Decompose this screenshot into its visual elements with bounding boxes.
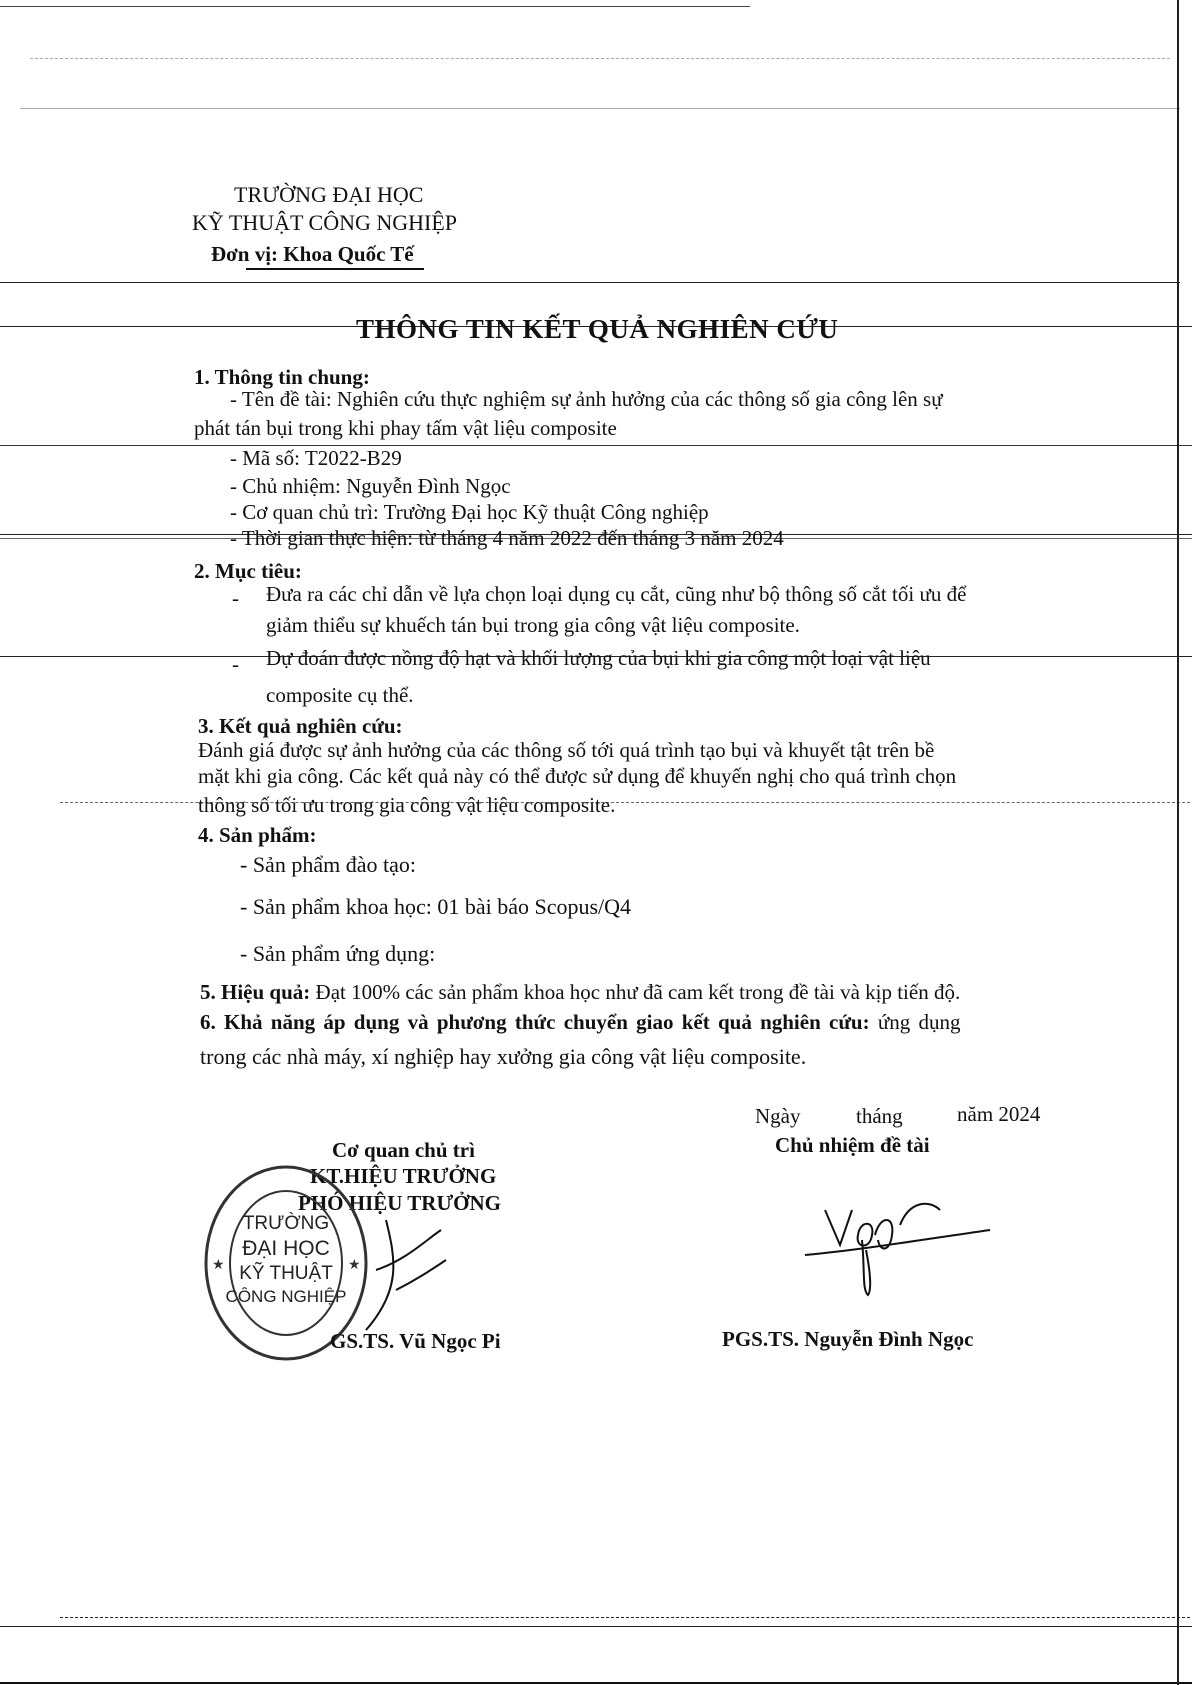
scan-line [20,108,1180,109]
effectiveness-text: Đạt 100% các sản phẩm khoa học như đã cam kết trong đề tài và kịp tiến độ. [310,980,961,1004]
section-general-heading: 1. Thông tin chung: [194,365,370,389]
applicability-line2: trong các nhà máy, xí nghiệp hay xưởng gia công vật liệu composite. [200,1044,807,1069]
product-applied: - Sản phẩm ứng dụng: [240,941,436,966]
university-name-line1: TRƯỜNG ĐẠI HỌC [234,182,424,207]
objective-2-line2: composite cụ thể. [266,683,414,707]
objective-bullet: - [232,586,239,610]
objective-bullet: - [232,652,239,676]
results-line3: thông số tối ưu trong gia công vật liệu composite. [198,793,616,817]
section-results-heading: 3. Kết quả nghiên cứu: [198,714,403,738]
topic-line2: phát tán bụi trong khi phay tấm vật liệu composite [194,416,617,440]
date-month: tháng [856,1104,903,1128]
left-signatory-sub1: KT.HIỆU TRƯỞNG [310,1164,497,1188]
results-line2: mặt khi gia công. Các kết quả này có thể được sử dụng để khuyến nghị cho quá trình chọn [198,764,957,788]
scan-edge [1177,0,1179,1685]
page-title: THÔNG TIN KẾT QUẢ NGHIÊN CỨU [356,314,839,344]
project-code: - Mã số: T2022-B29 [230,446,402,470]
results-line1: Đánh giá được sự ảnh hưởng của các thông số tới quá trình tạo bụi và khuyết tật trên bề [198,738,935,762]
applicability-label: 6. Khả năng áp dụng và phương thức chuyển giao kết quả nghiên cứu: [200,1010,870,1034]
left-signatory-title: Cơ quan chủ trì [332,1138,475,1162]
scan-line [30,58,1170,59]
applicability-text: ứng dụng [869,1010,961,1034]
right-signatory-name: PGS.TS. Nguyễn Đình Ngọc [722,1327,974,1351]
product-scientific: - Sản phẩm khoa học: 01 bài báo Scopus/Q4 [240,894,632,919]
effectiveness [200,980,960,1005]
unit-name: Đơn vị: Khoa Quốc Tế [211,242,414,266]
right-signature [800,1180,1000,1300]
university-name-line2: KỸ THUẬT CÔNG NGHIỆP [192,210,458,235]
scan-line [0,445,1192,446]
unit-underline [246,268,424,270]
scan-line [0,1626,1192,1627]
host-institution: - Cơ quan chủ trì: Trường Đại học Kỹ thuật Công nghiệp [230,500,709,524]
section-objectives-heading: 2. Mục tiêu: [194,559,302,583]
objective-1-line1: Đưa ra các chỉ dẫn về lựa chọn loại dụng cụ cắt, cũng như bộ thông số cắt tối ưu để [266,582,967,606]
stamp-line3: KỸ THUẬT [239,1263,333,1284]
left-signatory-name: GS.TS. Vũ Ngọc Pi [330,1329,501,1353]
project-leader: - Chủ nhiệm: Nguyễn Đình Ngọc [230,474,511,498]
stamp-line4: CÔNG NGHIỆP [225,1287,347,1306]
section-products-heading: 4. Sản phẩm: [198,823,317,847]
left-signature [346,1200,466,1340]
stamp-line1: TRƯỜNG [242,1213,330,1234]
project-duration: - Thời gian thực hiện: từ tháng 4 năm 2022 đến tháng 3 năm 2024 [230,526,784,550]
scan-line [60,1617,1190,1618]
stamp-line2: ĐẠI HỌC [242,1237,330,1260]
date-day: Ngày [755,1104,801,1128]
date-year: năm 2024 [957,1102,1041,1126]
applicability [200,1010,961,1035]
svg-text:★: ★ [348,1256,361,1272]
effectiveness-label: 5. Hiệu quả: [200,980,311,1004]
scan-line [0,1682,1192,1684]
objective-2-line1: Dự đoán được nồng độ hạt và khối lượng của bụi khi gia công một loại vật liệu [266,646,931,670]
topic-line1: - Tên đề tài: Nghiên cứu thực nghiệm sự ảnh hưởng của các thông số gia công lên sự [230,387,943,411]
scan-line [0,282,1180,283]
objective-1-line2: giảm thiểu sự khuếch tán bụi trong gia công vật liệu composite. [266,613,800,637]
left-signatory-sub2: PHÓ HIỆU TRƯỞNG [298,1191,502,1215]
scan-line [0,6,750,7]
svg-text:★: ★ [212,1256,225,1272]
product-training: - Sản phẩm đào tạo: [240,852,416,877]
right-signatory-title: Chủ nhiệm đề tài [775,1133,930,1157]
